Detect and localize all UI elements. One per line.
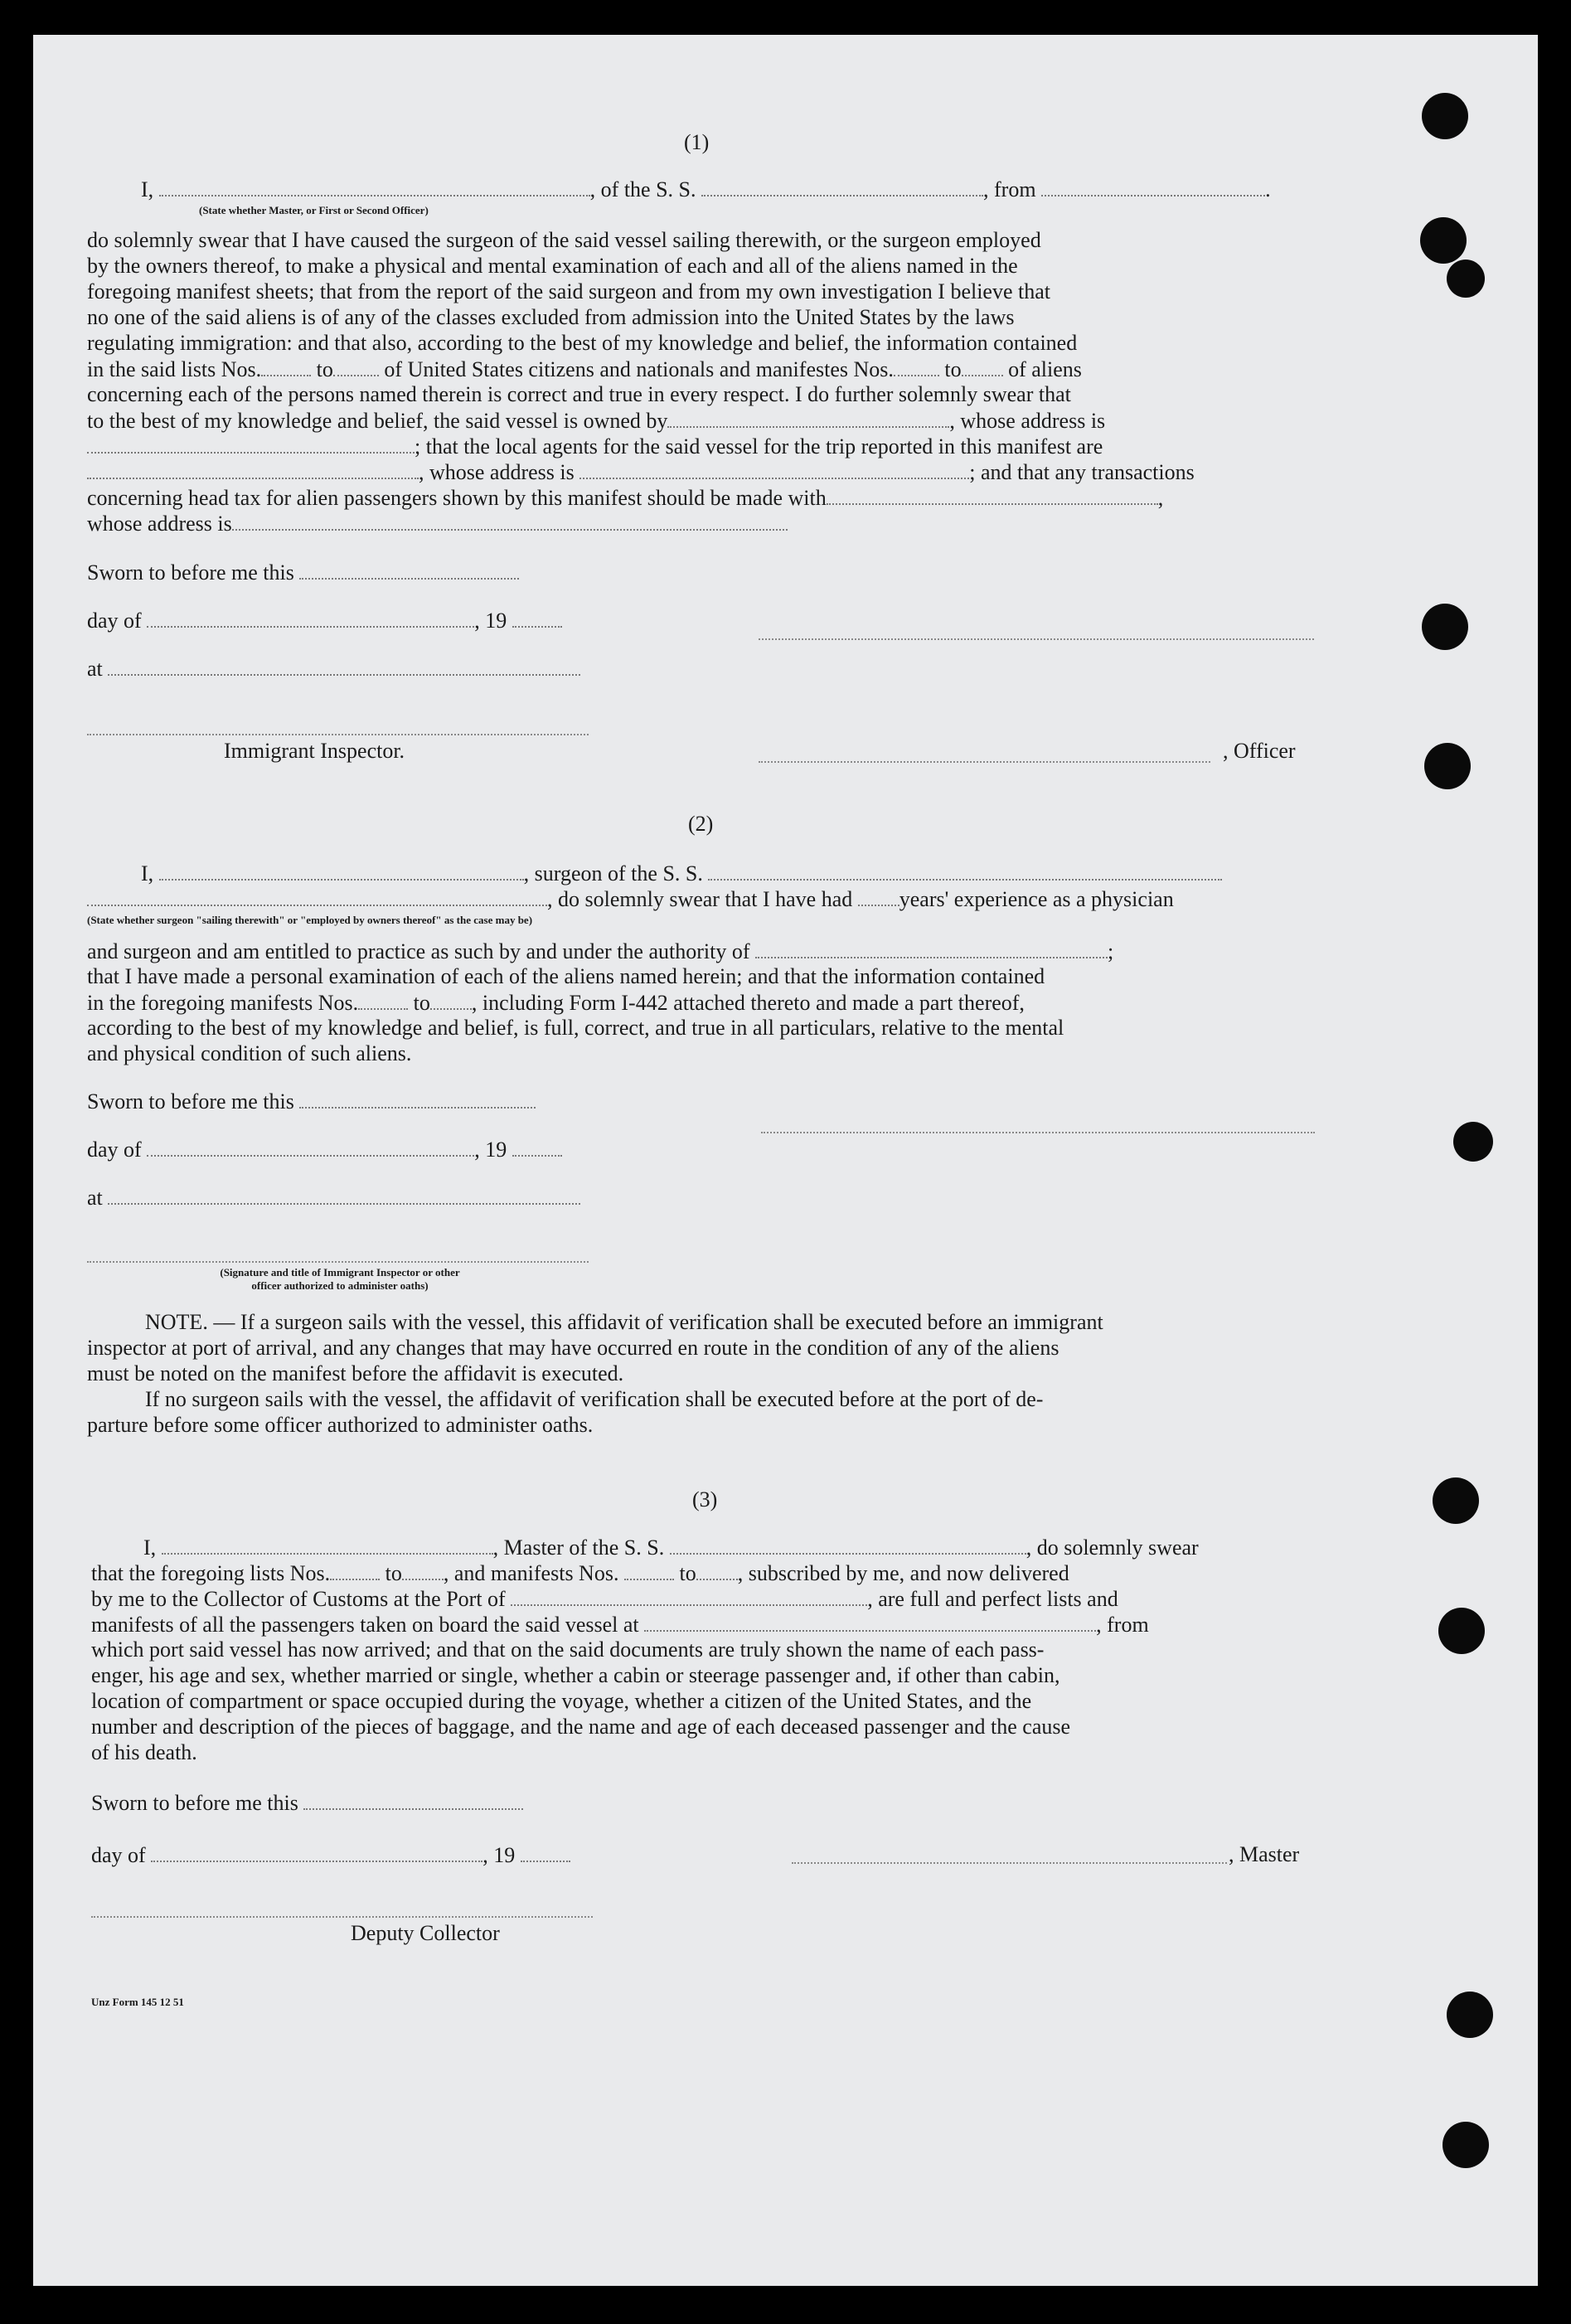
section-1-number: (1) [684,130,710,154]
s3-para-line: enger, his age and sex, whether married or single, whether a cabin or steerage passenger and, if other than cabin, [91,1663,1060,1687]
s3-year-field[interactable] [521,1842,570,1862]
note-line: If no surgeon sails with the vessel, the affidavit of verification shall be executed before at the port of de- [145,1387,1044,1411]
s3-para-line: which port said vessel has now arrived; and that on the said documents are truly shown the name of each pass- [91,1637,1045,1662]
note-line: inspector at port of arrival, and any changes that may have occurred en route in the condition of any of the aliens [87,1336,1059,1360]
s1-text: day of [87,609,142,633]
s3-text: , 19 [482,1843,516,1867]
punch-hole [1443,2122,1489,2168]
punch-hole [1424,743,1471,789]
s2-text: and surgeon and am entitled to practice as such by and under the authority of [87,939,750,963]
officer-rank-field[interactable] [159,177,590,196]
s3-text: I, [143,1536,157,1560]
s3-text: , from [1096,1613,1149,1637]
s2-manifest-to-field[interactable] [430,990,472,1010]
s2-place-field[interactable] [108,1185,580,1205]
local-agents-field[interactable] [87,459,419,479]
s1-text: Sworn to before me this [87,560,294,585]
s1-para-line: regulating immigration: and that also, according to the best of my knowledge and belief, the information contained [87,331,1078,355]
s2-month-field[interactable] [147,1137,474,1157]
s3-manifest-to-field[interactable] [696,1560,738,1580]
s3-list-from-field[interactable] [330,1560,380,1580]
s1-para-line: concerning each of the persons named therein is correct and true in every respect. I do further solemnly swear that [87,382,1071,406]
contact-address-field[interactable] [232,511,788,531]
s3-text: Sworn to before me this [91,1791,298,1815]
s1-owner-line [87,408,1105,434]
s3-text: , do solemnly swear [1026,1536,1199,1560]
s2-sworn-date-field[interactable] [299,1089,536,1109]
s3-text: , are full and perfect lists and [867,1587,1118,1611]
s3-text: , Master of the S. S. [492,1536,665,1560]
punch-hole [1447,1992,1493,2038]
arrival-port-field[interactable] [511,1586,867,1606]
s3-para-line: of his death. [91,1740,197,1764]
manifest-no-to-field[interactable] [962,357,1003,376]
s2-experience-line [87,886,1174,912]
s2-para-line: that I have made a personal examination of each of the aliens named herein; and that the information contained [87,964,1045,988]
s1-month-field[interactable] [147,608,474,628]
punch-hole [1447,260,1485,298]
s3-deputy-label: Deputy Collector [351,1921,500,1945]
vessel-name-field[interactable] [701,177,983,196]
section-2-number: (2) [688,812,714,836]
s2-signature-hint-line: officer authorized to administer oaths) [251,1279,429,1292]
s3-list-to-field[interactable] [402,1560,444,1580]
origin-port-field[interactable] [1041,177,1265,196]
s2-text: to [413,991,430,1015]
s2-day-line [87,1137,562,1162]
agent-address-field[interactable] [579,459,969,479]
s1-officer-signature-line[interactable] [759,638,1314,640]
s1-lists-line [87,357,1082,382]
s2-year-field[interactable] [512,1137,562,1157]
s1-officer-hint: (State whether Master, or First or Second Officer) [199,204,429,216]
s3-port-line [91,1586,1118,1612]
s1-inspector-label: Immigrant Inspector. [224,739,405,763]
s3-master-signature-line[interactable] [792,1862,1227,1864]
section-3-number: (3) [692,1487,718,1511]
s1-text: to [316,357,333,381]
s1-opening-line [141,177,1271,202]
s2-signature-hint [124,1266,555,1293]
s1-text: , 19 [474,609,507,633]
s1-at-line [87,656,580,682]
s3-text: that the foregoing lists Nos. [91,1561,331,1585]
s1-of-ss: , of the S. S. [589,177,696,201]
s2-signature-hint-line: (Signature and title of Immigrant Inspector or other [220,1266,460,1278]
s3-sworn-date-field[interactable] [303,1790,523,1810]
surgeon-status-field[interactable] [87,886,547,906]
s1-para-line: foregoing manifest sheets; that from the report of the said surgeon and from my own investigation I believe that [87,279,1051,303]
s2-manifests-line [87,990,1025,1016]
s1-text: of aliens [1008,357,1082,381]
s2-para-line: according to the best of my knowledge and belief, is full, correct, and true in all particulars, relative to the mental [87,1016,1064,1040]
s1-day-line [87,608,562,633]
note-line: NOTE. — If a surgeon sails with the vessel, this affidavit of verification shall be executed before an immigrant [145,1310,1103,1334]
s1-sworn-date-field[interactable] [299,560,519,580]
s3-opening-line [143,1535,1199,1560]
s2-text: , including Form I-442 attached thereto and made a part thereof, [471,991,1025,1015]
punch-hole [1422,604,1468,650]
owner-address-field[interactable] [87,434,415,454]
s2-text: Sworn to before me this [87,1089,294,1113]
s1-text: concerning head tax for alien passengers shown by this manifest should be made with [87,486,827,510]
s1-period: . [1265,177,1271,201]
punch-hole [1420,217,1467,264]
headtax-contact-field[interactable] [827,485,1158,505]
s3-text: day of [91,1843,146,1867]
s3-deputy-signature-line[interactable] [91,1916,593,1918]
punch-hole [1453,1122,1493,1162]
note-line: parture before some officer authorized to administer oaths. [87,1413,594,1437]
s1-agent-address-line [87,459,1195,485]
s1-text: to the best of my knowledge and belief, the said vessel is owned by [87,409,668,433]
punch-hole [1422,93,1468,139]
owner-field[interactable] [667,408,949,428]
s3-text: to [385,1561,402,1585]
s3-text: to [679,1561,696,1585]
list-no-from-field[interactable] [261,357,311,376]
s3-manifest-from-field[interactable] [624,1560,674,1580]
s3-text: by me to the Collector of Customs at the Port of [91,1587,506,1611]
s1-contact-address-line [87,511,788,536]
s1-officer-label: , Officer [1223,739,1296,763]
list-no-to-field[interactable] [333,357,379,376]
note-line: must be noted on the manifest before the affidavit is executed. [87,1361,624,1385]
s3-vessel-name-field[interactable] [670,1535,1026,1555]
s1-text: whose address is [87,512,232,536]
s1-text: , whose address is [949,409,1106,433]
s3-text: , subscribed by me, and now delivered [737,1561,1069,1585]
s1-text: to [944,357,962,381]
s1-text: , [1157,486,1164,510]
s3-sworn-line [91,1790,523,1816]
s1-year-field[interactable] [512,608,562,628]
s1-para-line: no one of the said aliens is of any of the classes excluded from admission into the United States by the laws [87,305,1015,329]
s2-sworn-line [87,1089,536,1114]
s3-master-label: , Master [1229,1842,1300,1866]
s1-text: in the said lists Nos. [87,357,262,381]
s3-boarding-line [91,1612,1149,1637]
s3-para-line: location of compartment or space occupied during the voyage, whether a citizen of the United States, and the [91,1689,1032,1713]
s1-text: ; and that any transactions [969,460,1195,484]
s1-text: at [87,657,103,681]
s1-officer-name-line[interactable] [759,761,1210,763]
s1-para-line: by the owners thereof, to make a physical and mental examination of each and all of the aliens named in the [87,254,1018,278]
s2-inspector-signature-line[interactable] [87,1261,589,1263]
s2-text: in the foregoing manifests Nos. [87,991,359,1015]
s2-text: day of [87,1138,142,1162]
s3-month-field[interactable] [151,1842,482,1862]
s3-para-line: number and description of the pieces of baggage, and the name and age of each deceased passenger and the cause [91,1715,1071,1739]
s1-text: of United States citizens and nationals and manifestes Nos. [384,357,894,381]
boarding-port-field[interactable] [644,1612,1096,1632]
s2-text: years' experience as a physician [899,887,1174,911]
s1-sworn-line [87,560,519,585]
s2-text: , do solemnly swear that I have had [547,887,853,911]
s2-text: , surgeon of the S. S. [523,861,703,885]
s1-para-line: do solemnly swear that I have caused the surgeon of the said vessel sailing therewith, or the surgeon employed [87,228,1041,252]
surgeon-name-field[interactable] [159,861,524,881]
s1-headtax-line [87,485,1163,511]
s2-text: at [87,1186,103,1210]
s2-para-line: and physical condition of such aliens. [87,1041,412,1065]
s2-authority-line [87,939,1113,964]
s1-inspector-signature-line[interactable] [87,734,589,735]
s3-text: , and manifests Nos. [443,1561,619,1585]
s2-text: ; [1108,939,1114,963]
s2-vessel-name-field[interactable] [708,861,1222,881]
s1-text: , whose address is [419,460,575,484]
s2-opening-line [141,861,1222,886]
s1-text: ; that the local agents for the said vessel for the trip reported in this manifest are [415,434,1103,458]
s3-day-line [91,1842,570,1868]
s1-from: , from [983,177,1036,201]
s2-surgeon-signature-line[interactable] [761,1132,1315,1133]
s2-text: I, [141,861,154,885]
punch-hole [1438,1608,1485,1654]
authority-field[interactable] [755,939,1108,958]
s2-manifest-from-field[interactable] [358,990,408,1010]
form-identifier: Unz Form 145 12 51 [91,1996,184,2008]
master-name-field[interactable] [162,1535,493,1555]
s2-status-hint: (State whether surgeon "sailing therewith" or "employed by owners thereof" as the case may be) [87,914,533,926]
years-experience-field[interactable] [858,886,899,906]
s2-at-line [87,1185,580,1211]
s3-lists-line [91,1560,1069,1586]
s3-text: manifests of all the passengers taken on board the said vessel at [91,1613,639,1637]
manifest-no-from-field[interactable] [894,357,939,376]
s1-agents-line [87,434,1103,459]
punch-hole [1433,1477,1479,1524]
s1-i: I, [141,177,154,201]
s1-place-field[interactable] [108,656,580,676]
s2-text: , 19 [474,1138,507,1162]
